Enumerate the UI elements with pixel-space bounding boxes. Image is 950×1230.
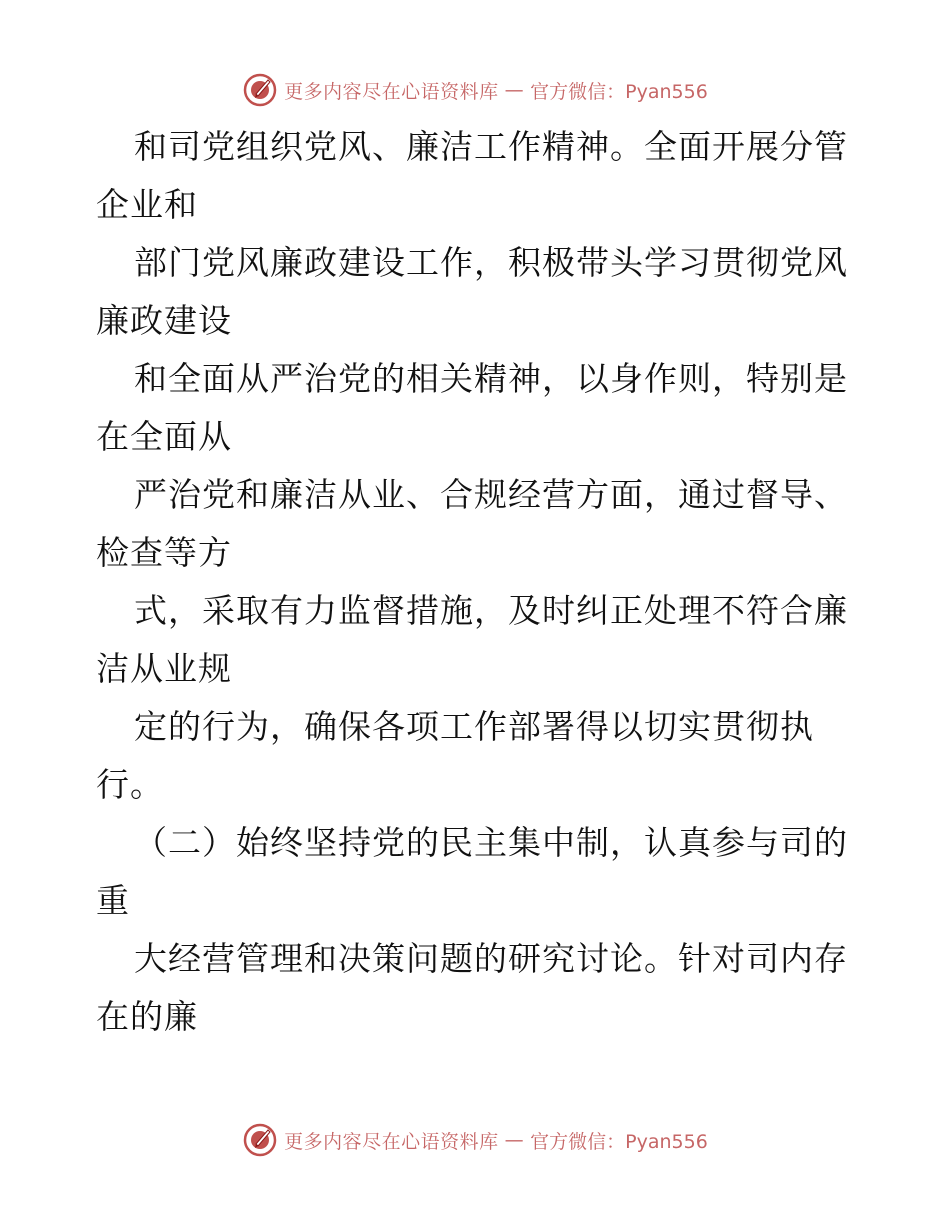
paragraph-line: 和全面从严治党的相关精神，以身作则，特别是 [134, 359, 848, 398]
paragraph-line: 廉政建设 [96, 301, 232, 340]
header-watermark [0, 70, 950, 110]
footer-separator: — [504, 1129, 525, 1151]
paragraph-line: 在的廉 [96, 997, 198, 1036]
header-brand-text: 更多内容尽在心语资料库 [284, 80, 499, 103]
header-contact-text: 官方微信：Pyan556 [530, 80, 708, 103]
paragraph-line: 行。 [96, 765, 164, 804]
paragraph-line: 在全面从 [96, 417, 232, 456]
paragraph-line: 严治党和廉洁从业、合规经营方面，通过督导、 [134, 475, 848, 514]
paragraph-line: 部门党风廉政建设工作，积极带头学习贯彻党风 [134, 243, 848, 282]
paragraph-line: 定的行为，确保各项工作部署得以切实贯彻执 [134, 707, 814, 746]
paragraph-line: 检查等方 [96, 533, 232, 572]
paragraph-line: 和司党组织党风、廉洁工作精神。全面开展分管 [134, 127, 848, 166]
paragraph-line: 企业和 [96, 185, 198, 224]
footer-brand-text: 更多内容尽在心语资料库 [284, 1130, 499, 1153]
paragraph-line: 洁从业规 [96, 649, 232, 688]
header-separator: — [504, 79, 525, 101]
paragraph-line: 式，采取有力监督措施，及时纠正处理不符合廉 [134, 591, 848, 630]
paragraph-line: 大经营管理和决策问题的研究讨论。针对司内存 [134, 939, 848, 978]
footer-contact-text: 官方微信：Pyan556 [530, 1130, 708, 1153]
document-body [96, 118, 856, 1046]
paragraph-line: （二）始终坚持党的民主集中制，认真参与司的 [134, 823, 848, 862]
pen-logo-icon [242, 1122, 278, 1158]
paragraph-line: 重 [96, 881, 130, 920]
footer-watermark [0, 1120, 950, 1160]
pen-logo-icon [242, 72, 278, 108]
